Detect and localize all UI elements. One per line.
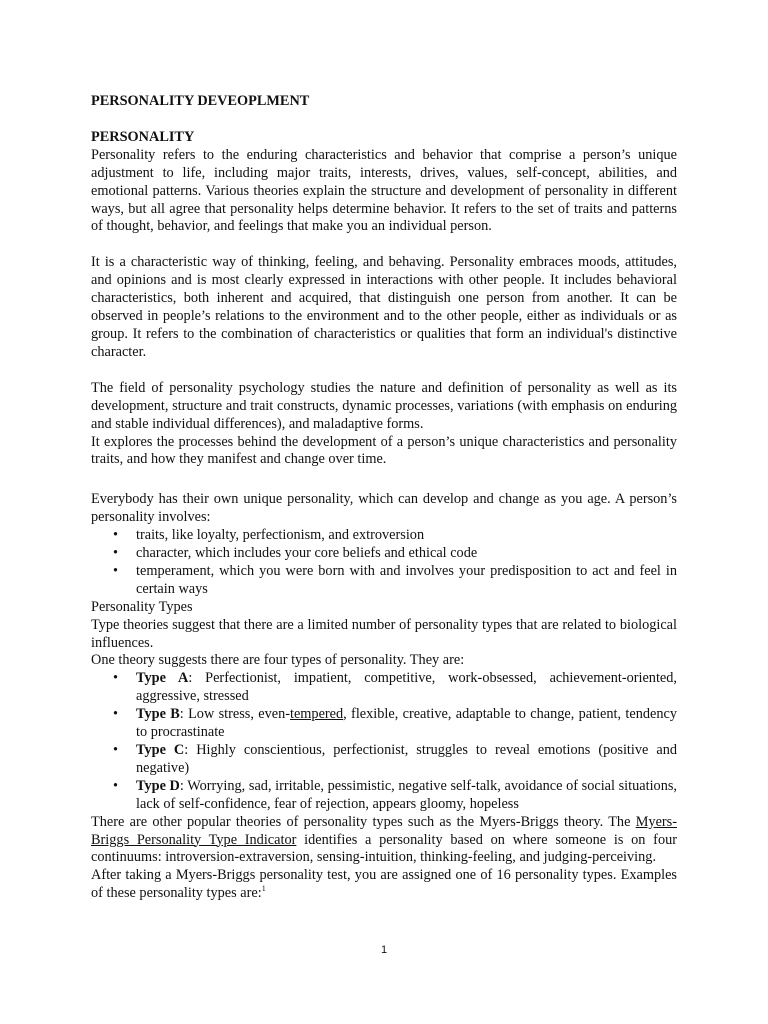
type-d-item: [136, 778, 677, 814]
document-title: PERSONALITY DEVEOPLMENT: [91, 93, 310, 109]
type-description: , flexible, creative, adaptable to change, patient, tendency to procrastinate: [136, 706, 677, 741]
paragraph-type-theories: Type theories suggest that there are a limited number of personality types that are related to biological influences.: [91, 616, 677, 651]
footnote-reference[interactable]: 1: [261, 884, 266, 894]
type-b-item: [136, 706, 677, 742]
types-heading: Personality Types: [91, 598, 193, 615]
tempered-link[interactable]: tempered: [289, 706, 344, 723]
paragraph-everybody: Everybody has their own unique personality, which can develop and change as you age. A person’s personality involves:: [91, 491, 677, 526]
types-list: [91, 670, 677, 813]
myers-briggs-link[interactable]: Myers-Briggs Personality Type Indicator: [91, 813, 677, 848]
type-label: Type B: [136, 706, 180, 723]
paragraph-after-test: [91, 867, 677, 903]
paragraph-characteristic: It is a characteristic way of thinking, feeling, and behaving. Personality embraces moods, attitudes, and opinions and is most clearly expressed in interactions with other people. It includes behavioral characteristics, both inherent and acquired, that distinguish one person from another. It can be observed in people’s relations to the environment and to the other people, either as individuals or as group. It refers to the combination of characteristics or qualities that form an individual's distinctive character.: [91, 254, 677, 360]
paragraph-explores: It explores the processes behind the development of a person’s unique characteristics and personality traits, and how they manifest and change over time.: [91, 433, 677, 468]
type-label: Type D: [136, 777, 180, 794]
type-label: Type C: [136, 742, 185, 758]
type-label: Type A: [136, 670, 189, 687]
involves-list: [91, 527, 677, 599]
type-c-item: [136, 742, 677, 778]
type-description: : Perfectionist, impatient, competitive, work-obsessed, achievement-oriented, aggressive, stressed: [136, 670, 677, 705]
paragraph-myers-briggs: [91, 814, 677, 868]
document-page: [91, 93, 677, 903]
list-item: • character, which includes your core beliefs and ethical code: [136, 545, 677, 563]
mb-text-post: identifies a personality based on where someone is on four continuums: introversion-extraversion, sensing-intuition, thinking-feeling, and judging-perceiving.: [91, 831, 677, 866]
after-test-text: After taking a Myers-Briggs personality test, you are assigned one of 16 personality types. Examples of these personality types are:: [91, 867, 677, 902]
type-description: : Highly conscientious, perfectionist, struggles to reveal emotions (positive and negative): [136, 742, 677, 776]
paragraph-definition: Personality refers to the enduring characteristics and behavior that comprise a person’s unique adjustment to life, including major traits, interests, drives, values, self-concept, abilities, and emotional patterns. Various theories explain the structure and development of personality in different ways, but all agree that personality helps determine behavior. It refers to the set of traits and patterns of thought, behavior, and feelings that make you an individual person.: [91, 146, 677, 235]
page-number: 1: [380, 944, 388, 956]
type-description: : Worrying, sad, irritable, pessimistic, negative self-talk, avoidance of social situations, lack of self-confidence, fear of rejection, appears gloomy, hopeless: [136, 777, 677, 812]
section-heading: PERSONALITY: [91, 128, 195, 145]
paragraph-field: The field of personality psychology studies the nature and definition of personality as well as its development, structure and trait constructs, dynamic processes, variations (with emphasis on enduring and stable individual differences), and maladaptive forms.: [91, 379, 677, 432]
list-item: • temperament, which you were born with and involves your predisposition to act and feel in certain ways: [136, 563, 677, 599]
type-description: : Low stress, even-: [179, 706, 290, 723]
mb-text-pre: There are other popular theories of personality types such as the Myers-Briggs theory. The: [91, 813, 636, 830]
paragraph-four-types: One theory suggests there are four types of personality. They are:: [91, 652, 465, 669]
list-item: • traits, like loyalty, perfectionism, and extroversion: [136, 527, 677, 545]
type-a-item: [136, 670, 677, 706]
